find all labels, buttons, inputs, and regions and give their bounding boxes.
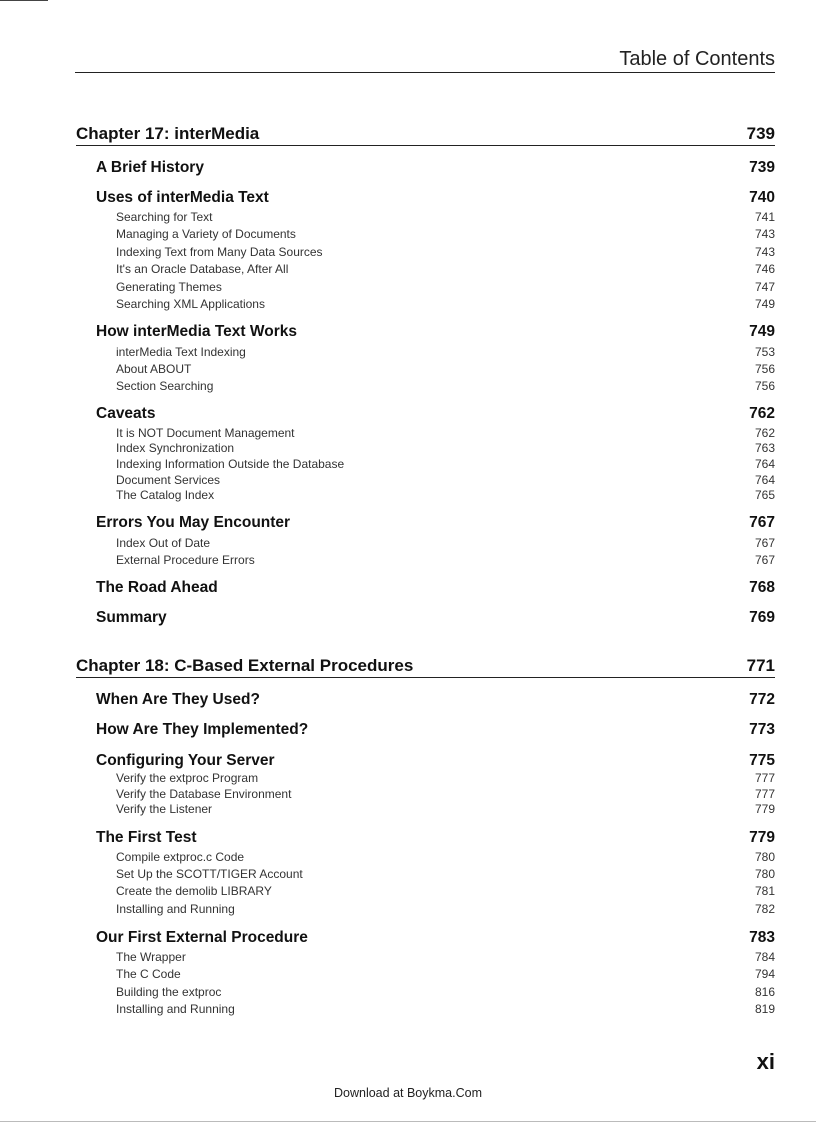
toc-entry-page: 749 [749,323,775,340]
toc-entry-title: Uses of interMedia Text [96,189,269,206]
toc-entry-page: 749 [754,297,775,311]
toc-sub-row [116,297,775,311]
toc-entry-title: Section Searching [116,379,214,393]
toc-entry-page: 756 [754,362,775,376]
toc-entry-title: Searching for Text [116,210,213,224]
toc-entry-page: 777 [754,771,775,785]
toc-entry-title: Document Services [116,473,221,487]
toc-section-row [96,829,775,847]
bottom-rule [0,1121,816,1122]
toc-section-row [96,691,775,709]
toc-sub-row [116,553,775,567]
toc-sub-row [116,457,775,471]
toc-entry-title: Index Out of Date [116,536,211,550]
toc-entry-page: 773 [749,721,775,738]
toc-entry-title: A Brief History [96,159,204,176]
toc-entry-page: 746 [754,262,775,276]
toc-entry-title: Indexing Information Outside the Database [116,457,345,471]
toc-entry-page: 763 [754,441,775,455]
toc-entry-page: 780 [754,850,775,864]
toc-section-row [96,579,775,597]
toc-sub-row [116,245,775,259]
toc-section-row [96,323,775,341]
page-number: xi [756,1049,775,1074]
toc-entry-title: Set Up the SCOTT/TIGER Account [116,867,303,881]
toc-sub-row [116,884,775,898]
toc-entry-title: The Wrapper [116,950,186,964]
toc-entry-page: 765 [754,488,775,502]
toc-entry-page: 764 [754,473,775,487]
toc-entry-title: Summary [96,609,167,626]
toc-chapter-row [76,656,775,678]
toc-section-row [96,609,775,627]
toc-section-row [96,929,775,947]
toc-entry-page: 740 [749,189,775,206]
toc-entry-page: 753 [754,345,775,359]
toc-entry-page: 741 [754,210,775,224]
toc-entry-title: The Road Ahead [96,579,218,596]
toc-entry-page: 783 [749,929,775,946]
toc-sub-row [116,787,775,801]
toc-chapter-row [76,124,775,146]
toc-section-row [96,405,775,423]
toc-sub-row [116,850,775,864]
toc-entry-page: 779 [749,829,775,846]
footer-text: Download at Boykma.Com [334,1086,482,1100]
toc-sub-row [116,967,775,981]
toc-sub-row [116,227,775,241]
toc-sub-row [116,441,775,455]
toc-entry-page: 762 [754,426,775,440]
toc-entry-title: interMedia Text Indexing [116,345,246,359]
toc-section-row [96,752,775,770]
toc-entry-page: 767 [749,514,775,531]
toc-entry-page: 768 [749,579,775,596]
toc-sub-row [116,426,775,440]
toc-entry-title: Building the extproc [116,985,222,999]
toc-entry-page: 779 [754,802,775,816]
toc-entry-title: About ABOUT [116,362,192,376]
toc-entry-page: 764 [754,457,775,471]
toc-entry-title: External Procedure Errors [116,553,255,567]
toc-entry-page: 777 [754,787,775,801]
toc-sub-row [116,280,775,294]
toc-entry-title: Compile extproc.c Code [116,850,245,864]
toc-entry-title: Verify the Listener [116,802,213,816]
toc-entry-page: 775 [749,752,775,769]
toc-entry-title: The C Code [116,967,181,981]
toc-sub-row [116,985,775,999]
toc-sub-row [116,262,775,276]
toc-entry-page: 782 [754,902,775,916]
toc-entry-page: 784 [754,950,775,964]
toc-entry-title: Index Synchronization [116,441,235,455]
toc-entry-title: Caveats [96,405,156,422]
toc-entry-title: Create the demolib LIBRARY [116,884,272,898]
toc-entry-title: Configuring Your Server [96,752,275,769]
toc-sub-row [116,867,775,881]
toc-entry-title: Searching XML Applications [116,297,265,311]
toc-entry-title: How interMedia Text Works [96,323,297,340]
toc-entry-page: 769 [749,609,775,626]
toc-entry-title: Errors You May Encounter [96,514,291,531]
toc-entry-page: 819 [754,1002,775,1016]
toc-entry-title: How Are They Implemented? [96,721,309,738]
toc-entry-page: 780 [754,867,775,881]
toc-entry-page: 743 [754,245,775,259]
toc-entry-page: 771 [746,656,775,675]
toc-entry-title: The First Test [96,829,197,846]
toc-entry-title: Installing and Running [116,902,235,916]
toc-section-row [96,721,775,739]
toc-entry-page: 739 [749,159,775,176]
toc-entry-page: 756 [754,379,775,393]
toc-sub-row [116,950,775,964]
toc-section-row [96,514,775,532]
toc-entry-title: It's an Oracle Database, After All [116,262,289,276]
toc-entry-page: 781 [754,884,775,898]
toc-entry-page: 739 [746,124,775,143]
toc-sub-row [116,1002,775,1016]
toc-entry-title: Managing a Variety of Documents [116,227,296,241]
toc-sub-row [116,379,775,393]
toc-sub-row [116,536,775,550]
toc-sub-row [116,902,775,916]
toc-entry-page: 767 [754,553,775,567]
toc-sub-row [116,345,775,359]
toc-sub-row [116,473,775,487]
toc-entry-page: 794 [754,967,775,981]
toc-entry-page: 762 [749,405,775,422]
toc-entry-title: Installing and Running [116,1002,235,1016]
toc-entry-page: 772 [749,691,775,708]
corner-crop-mark [0,0,48,1]
running-header-title: Table of Contents [619,48,775,70]
toc-entry-title: Our First External Procedure [96,929,308,946]
toc-entry-title: Generating Themes [116,280,222,294]
toc-entry-title: When Are They Used? [96,691,260,708]
toc-section-row [96,189,775,207]
toc-sub-row [116,488,775,502]
toc-entry-title: Chapter 17: interMedia [76,124,260,143]
toc-entry-title: Verify the Database Environment [116,787,292,801]
toc-entry-page: 767 [754,536,775,550]
toc-entry-page: 743 [754,227,775,241]
toc-section-row [96,159,775,177]
toc-sub-row [116,771,775,785]
toc-entry-title: Verify the extproc Program [116,771,259,785]
toc-sub-row [116,210,775,224]
toc-entry-page: 747 [754,280,775,294]
toc-entry-title: It is NOT Document Management [116,426,295,440]
running-header [75,48,775,73]
toc-entry-title: Indexing Text from Many Data Sources [116,245,323,259]
toc-sub-row [116,362,775,376]
toc-entry-page: 816 [754,985,775,999]
toc-entry-title: The Catalog Index [116,488,215,502]
toc-sub-row [116,802,775,816]
toc-entry-title: Chapter 18: C-Based External Procedures [76,656,414,675]
